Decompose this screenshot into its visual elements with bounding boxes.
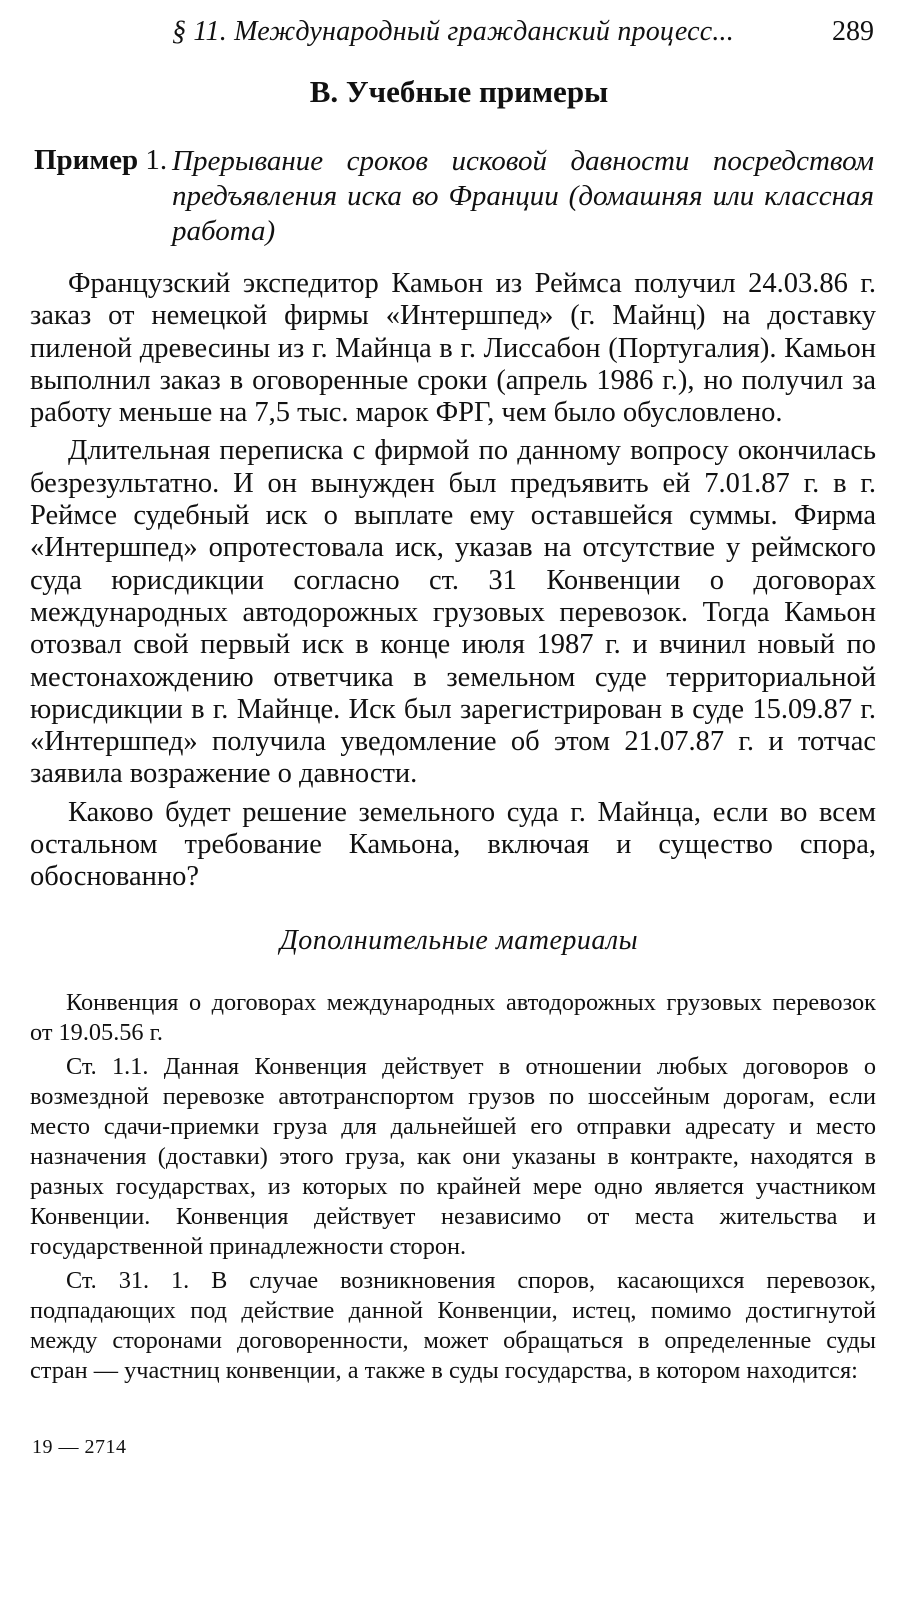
example-body	[30, 268, 876, 894]
body-paragraph: Каково будет решение земельного суда г. Майнца, если во всем остальном требование Камьона, включая и существо спора, обоснованно?	[30, 796, 876, 893]
materials-paragraph: Конвенция о договорах международных автодорожных грузовых перевозок от 19.05.56 г.	[30, 989, 876, 1046]
materials-paragraph: Ст. 31. 1. В случае возникновения споров, касающихся перевозок, подпадающих под действие данной Конвенции, истец, помимо достигнутой между сторонами договоренности, может обращаться в определенные суды стран — участниц конвенции, а также в суды государства, в котором находится:	[30, 1267, 876, 1384]
materials-body	[30, 988, 876, 1386]
printer-signature: 19 — 2714	[32, 1436, 127, 1458]
materials-heading: Дополнительные материалы	[279, 925, 639, 956]
example-label-word: Пример	[34, 144, 139, 176]
section-title: В. Учебные примеры	[309, 74, 609, 109]
example-number: 1.	[145, 144, 168, 176]
running-head	[0, 16, 918, 56]
running-head-title: § 11. Международный гражданский процесс...	[172, 16, 734, 47]
example-title: Прерывание сроков исковой давности посредством предъявления иска во Франции (домашняя или классная работа)	[172, 145, 874, 247]
materials-paragraph: Ст. 1.1. Данная Конвенция действует в отношении любых договоров о возмездной перевозке автотранспортом грузов по шоссейным дорогам, если место сдачи-приемки груза для дальнейшей его отправки адресату и место назначения (доставки) этого груза, как они указаны в контракте, находятся в разных государствах, из которых по крайней мере одно является участником Конвенции. Конвенция действует независимо от места жительства и государственной принадлежности сторон.	[30, 1053, 876, 1260]
example-label	[34, 144, 167, 177]
page-number: 289	[832, 16, 874, 47]
body-paragraph: Длительная переписка с фирмой по данному вопросу окончилась безрезультатно. И он вынужден был предъявить ей 7.01.87 г. в г. Реймсе судебный иск о выплате ему оставшейся суммы. Фирма «Интершпед» опротестовала иск, указав на отсутствие у реймского суда юрисдикции согласно ст. 31 Конвенции о договорах международных автодорожных грузовых перевозок. Тогда Камьон отозвал свой первый иск в конце июля 1987 г. и вчинил новый по местонахождению ответчика в земельном суде территориальной юрисдикции в г. Майнце. Иск был зарегистрирован в суде 15.09.87 г. «Интершпед» получила уведомление об этом 21.07.87 г. и тотчас заявила возражение о давности.	[30, 435, 876, 790]
body-paragraph: Французский экспедитор Камьон из Реймса получил 24.03.86 г. заказ от немецкой фирмы «Интершпед» (г. Майнц) на доставку пиленой древесины из г. Майнца в г. Лиссабон (Португалия). Камьон выполнил заказ в оговоренные сроки (апрель 1986 г.), но получил за работу меньше на 7,5 тыс. марок ФРГ, чем было обусловлено.	[30, 268, 876, 429]
